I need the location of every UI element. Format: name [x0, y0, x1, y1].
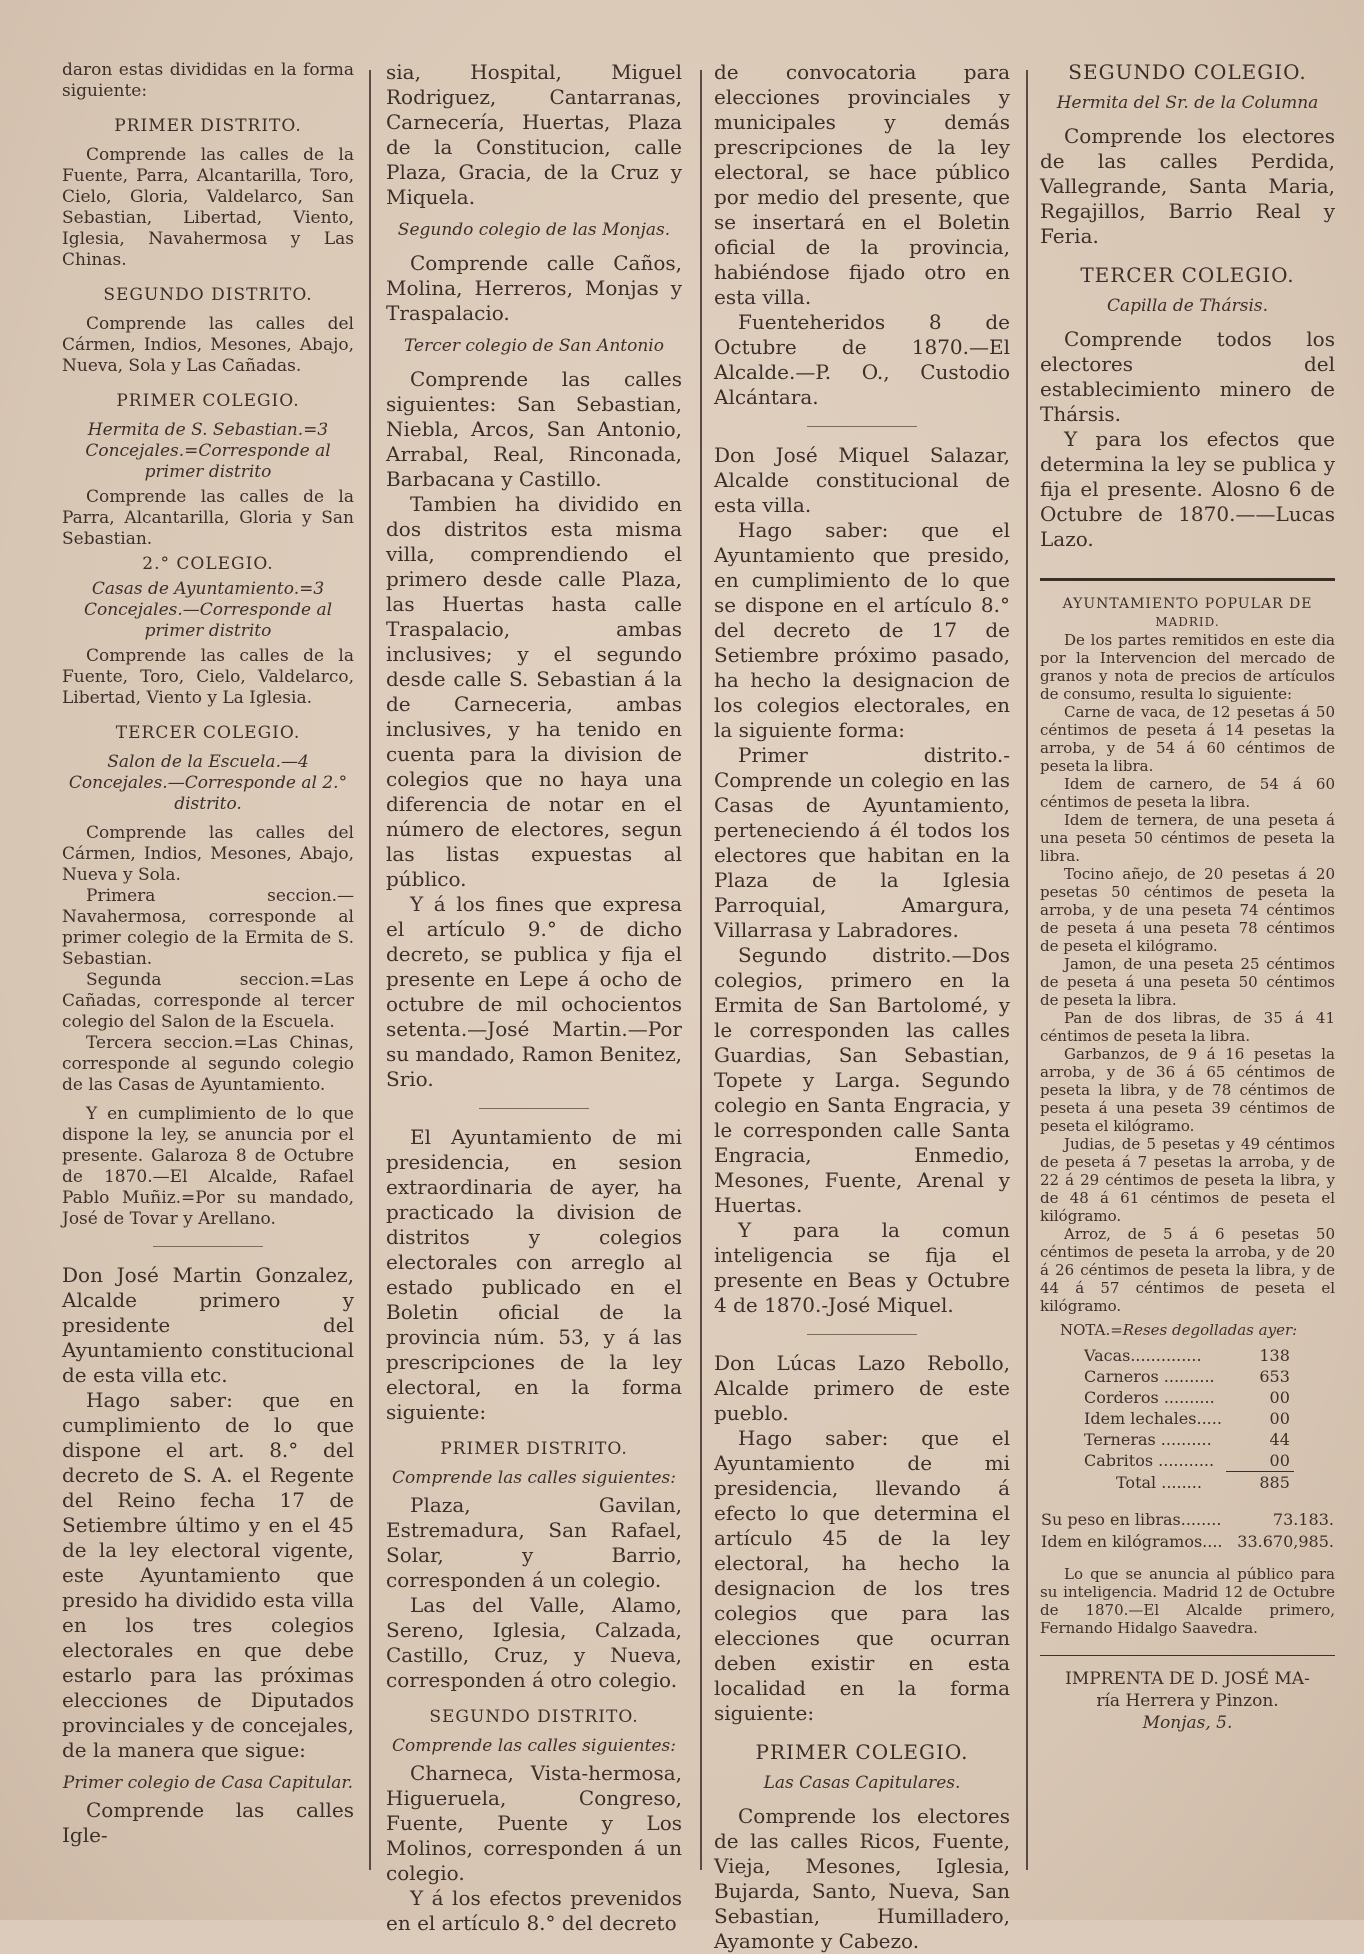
paragraph: Y á los fines que expresa el artículo 9.° de dicho decreto, se publica y fija el presente en Lepe á ocho de octubre de mil ochocientos setenta.—José Martin.—Por su mandado, Ramon Benitez, Srio.: [386, 892, 682, 1091]
column-3: [714, 60, 1010, 1953]
printer-address: Monjas, 5.: [1142, 1713, 1233, 1733]
italic-subheading: Comprende las calles siguientes:: [392, 1736, 676, 1756]
paragraph: Garbanzos, de 9 á 16 pesetas la arroba, y de 36 á 65 céntimos de peseta la libra, y de 78 céntimos de peseta á una peseta 39 céntimos de peseta el kilógramo.: [1040, 1045, 1335, 1135]
paragraph: Y para los efectos que determina la ley se publica y fija el presente. Alosno 6 de Octubre de 1870.——Lucas Lazo.: [1040, 427, 1335, 551]
paragraph: Comprende calle Caños, Molina, Herreros, Monjas y Traspalacio.: [386, 251, 682, 325]
paragraph: Fuenteheridos 8 de Octubre de 1870.—El Alcalde.—P. O., Custodio Alcántara.: [714, 310, 1010, 409]
paragraph: Charneca, Vista-hermosa, Higueruela, Congreso, Fuente, Puente y Los Molinos, corresponden á un colegio.: [386, 1761, 682, 1885]
weight-label: Idem en kilógramos....: [1041, 1532, 1223, 1551]
paragraph: sia, Hospital, Miguel Rodriguez, Cantarranas, Carnecería, Huertas, Plaza de la Constitucion, calle Plaza, Gracia, de la Cruz y Miquela.: [386, 60, 682, 209]
weight-row: [1040, 1509, 1335, 1531]
paragraph: Tercera seccion.=Las Chinas, corresponde al segundo colegio de las Casas de Ayuntamiento.: [62, 1033, 354, 1095]
column-rule: [1026, 70, 1028, 1870]
section-subheading: MADRID.: [1155, 615, 1220, 629]
nota-line: [1040, 1321, 1335, 1339]
paragraph: daron estas divididas en la forma siguiente:: [62, 60, 354, 101]
paragraph: Comprende las calles de la Fuente, Toro, Cielo, Valdelarco, Libertad, Viento y La Iglesia.: [62, 646, 354, 708]
italic-subheading: Segundo colegio de las Monjas.: [397, 220, 671, 240]
paragraph: Comprende los electores de las calles Ricos, Fuente, Vieja, Mesones, Iglesia, Bujarda, Santo, Nueva, San Sebastian, Humilladero, Ayamonte y Cabezo.: [714, 1804, 1010, 1953]
paragraph: Segunda seccion.=Las Cañadas, corresponde al tercer colegio del Salon de la Escuela.: [62, 970, 354, 1032]
reses-label: Carneros ..........: [1084, 1367, 1215, 1386]
italic-subheading: Capilla de Thársis.: [1106, 296, 1269, 316]
paragraph: Plaza, Gavilan, Estremadura, San Rafael, Solar, y Barrio, corresponden á un colegio.: [386, 1493, 682, 1592]
column-rule: [369, 70, 371, 1870]
reses-label: Terneras ..........: [1084, 1430, 1212, 1449]
italic-subheading: Primer colegio de Casa Capitular.: [62, 1773, 354, 1793]
italic-subheading: Tercer colegio de San Antonio: [404, 336, 664, 356]
section-heading: PRIMER COLEGIO.: [116, 391, 300, 411]
italic-subheading: Hermita de S. Sebastian.=3 Concejales.=Corresponde al primer distrito: [85, 420, 331, 482]
weight-value: 33.670,985.: [1237, 1532, 1334, 1551]
paragraph: Las del Valle, Alamo, Sereno, Iglesia, Calzada, Castillo, Cruz, y Nueva, corresponden á otro colegio.: [386, 1593, 682, 1692]
reses-row: [1080, 1345, 1294, 1366]
paragraph: Comprende las calles del Cármen, Indios, Mesones, Abajo, Nueva, Sola y Las Cañadas.: [62, 314, 354, 376]
total-row: [1080, 1472, 1294, 1494]
paragraph: Y en cumplimiento de lo que dispone la ley, se anuncia por el presente. Galaroza 8 de Octubre de 1870.—El Alcalde, Rafael Pablo Muñiz.=Por su mandado, José de Tovar y Arellano.: [62, 1104, 354, 1229]
column-4: [1040, 60, 1335, 1890]
paragraph: Hago saber: que el Ayuntamiento de mi presidencia, llevando á efecto lo que determina el artículo 45 de la ley electoral, ha hecho la designacion de los tres colegios que para las elecciones que ocurran deben existir en esta localidad en la forma siguiente:: [714, 1426, 1010, 1725]
paragraph: Arroz, de 5 á 6 pesetas 50 céntimos de peseta la arroba, y de 20 á 26 céntimos de peseta la libra, y de 44 á 57 céntimos de peseta el kilógramo.: [1040, 1225, 1335, 1315]
section-heading: PRIMER DISTRITO.: [440, 1439, 628, 1459]
italic-subheading: Comprende las calles siguientes:: [392, 1468, 676, 1488]
reses-row: [1080, 1387, 1294, 1408]
column-2: [386, 60, 682, 1935]
paragraph: Lo que se anuncia al público para su inteligencia. Madrid 12 de Octubre de 1870.—El Alcalde primero, Fernando Hidalgo Saavedra.: [1040, 1565, 1335, 1637]
separator: [153, 1246, 263, 1247]
paragraph: Don Lúcas Lazo Rebollo, Alcalde primero de este pueblo.: [714, 1351, 1010, 1425]
price-report: [1040, 631, 1335, 1315]
reses-table: [1080, 1345, 1294, 1493]
reses-value: 653: [1259, 1367, 1290, 1386]
column-rule: [700, 70, 702, 1870]
reses-label: Idem lechales.....: [1084, 1409, 1222, 1428]
separator: [1040, 578, 1335, 581]
paragraph: Segundo distrito.—Dos colegios, primero en la Ermita de San Bartolomé, y le corresponden las calles Guardias, San Sebastian, Topete y Larga. Segundo colegio en Santa Engracia, y le corresponden calle Santa Engracia, Enmedio, Mesones, Fuente, Arenal y Huertas.: [714, 943, 1010, 1217]
paragraph: Don José Miquel Salazar, Alcalde constitucional de esta villa.: [714, 443, 1010, 517]
paragraph: Comprende las calles siguientes: San Sebastian, Niebla, Arcos, San Antonio, Arrabal, Real, Rinconada, Barbacana y Castillo.: [386, 367, 682, 491]
separator: [479, 1108, 589, 1109]
weight-label: Su peso en libras........: [1041, 1510, 1222, 1529]
paragraph: Idem de ternera, de una peseta á una peseta 50 céntimos de peseta la libra.: [1040, 811, 1335, 865]
weight-table: [1040, 1509, 1335, 1553]
reses-row: [1080, 1366, 1294, 1387]
paragraph: Primer distrito.-Comprende un colegio en las Casas de Ayuntamiento, perteneciendo á él todos los electores que habitan en la Plaza de la Iglesia Parroquial, Amargura, Villarrasa y Labradores.: [714, 743, 1010, 942]
reses-value: 00: [1269, 1388, 1290, 1407]
reses-row: [1080, 1450, 1294, 1472]
weight-value: 73.183.: [1272, 1510, 1334, 1529]
paragraph: Tambien ha dividido en dos distritos esta misma villa, comprendiendo el primero desde calle Plaza, las Huertas hasta calle Traspalacio, ambas inclusives; y el segundo desde calle S. Sebastian á la de Carneceria, ambas inclusives, y ha tenido en cuenta para la division de colegios que no haya una diferencia de notar en el número de electores, segun las listas expuestas al público.: [386, 492, 682, 891]
paragraph: El Ayuntamiento de mi presidencia, en sesion extraordinaria de ayer, ha practicado la division de distritos y colegios electorales con arreglo al estado publicado en el Boletin oficial de la provincia núm. 53, y á las prescripciones de la ley electoral, en la forma siguiente:: [386, 1125, 682, 1424]
paragraph: Comprende las calles del Cármen, Indios, Mesones, Abajo, Nueva y Sola.: [62, 823, 354, 885]
paragraph: Y á los efectos prevenidos en el artículo 8.° del decreto: [386, 1886, 682, 1935]
reses-label: Corderos ..........: [1084, 1388, 1215, 1407]
reses-value: 138: [1259, 1346, 1290, 1365]
total-label: Total ........: [1116, 1472, 1202, 1492]
section-heading: SEGUNDO COLEGIO.: [1068, 60, 1307, 84]
reses-value: 00: [1269, 1451, 1290, 1470]
paragraph: Don José Martin Gonzalez, Alcalde primero y presidente del Ayuntamiento constitucional de esta villa etc.: [62, 1263, 354, 1387]
italic-subheading: Salon de la Escuela.—4 Concejales.—Corresponde al 2.° distrito.: [68, 752, 348, 814]
paragraph: Jamon, de una peseta 25 céntimos de peseta á una peseta 50 céntimos de peseta la libra.: [1040, 955, 1335, 1009]
paragraph: Hago saber: que el Ayuntamiento que presido, en cumplimiento de lo que se dispone en el artículo 8.° del decreto de 17 de Setiembre próximo pasado, ha hecho la designacion de los colegios electorales, en la siguiente forma:: [714, 518, 1010, 742]
reses-label: Vacas..............: [1084, 1346, 1202, 1365]
section-heading: SEGUNDO DISTRITO.: [429, 1707, 639, 1727]
paragraph: Judias, de 5 pesetas y 49 céntimos de peseta á 7 pesetas la arroba, y de 22 á 29 céntimos de peseta la libra, y de 48 á 61 céntimos de peseta el kilógramo.: [1040, 1135, 1335, 1225]
separator: [807, 426, 917, 427]
nota-label: NOTA.=: [1060, 1321, 1123, 1339]
section-heading: TERCER COLEGIO.: [1080, 263, 1295, 287]
paragraph: Idem de carnero, de 54 á 60 céntimos de peseta la libra.: [1040, 775, 1335, 811]
column-1: [62, 60, 354, 1890]
section-heading: AYUNTAMIENTO POPULAR DE: [1062, 596, 1313, 612]
separator: [807, 1334, 917, 1335]
total-value: 885: [1226, 1472, 1294, 1494]
paragraph: Comprende las calles Igle-: [62, 1798, 354, 1847]
paragraph: Y para la comun inteligencia se fija el presente en Beas y Octubre 4 de 1870.-José Miquel.: [714, 1218, 1010, 1317]
paragraph: Hago saber: que en cumplimiento de lo que dispone el art. 8.° del decreto de S. A. el Regente del Reino fecha 17 de Setiembre último y en el 45 de la ley electoral vigente, este Ayuntamiento que presido ha dividido esta villa en los tres colegios electorales en que debe estarlo para las próximas elecciones de Diputados provinciales y de concejales, de la manera que sigue:: [62, 1388, 354, 1762]
italic-subheading: Casas de Ayuntamiento.=3 Concejales.—Corresponde al primer distrito: [83, 579, 333, 641]
paragraph: de convocatoria para elecciones provinciales y municipales y demás prescripciones de la ley electoral, se hace público por medio del presente, que se insertará en el Boletin oficial de la provincia, habiéndose fijado otro en esta villa.: [714, 60, 1010, 309]
paragraph: Pan de dos libras, de 35 á 41 céntimos de peseta la libra.: [1040, 1009, 1335, 1045]
section-heading: SEGUNDO DISTRITO.: [103, 285, 313, 305]
printer-imprint: IMPRENTA DE D. JOSÉ MA-: [1065, 1669, 1310, 1689]
printer-imprint: ría Herrera y Pinzon.: [1096, 1691, 1279, 1711]
paragraph: Carne de vaca, de 12 pesetas á 50 céntimos de peseta á 14 pesetas la arroba, y de 54 á 60 céntimos de peseta la libra.: [1040, 703, 1335, 775]
paragraph: Primera seccion.—Navahermosa, corresponde al primer colegio de la Ermita de S. Sebastian.: [62, 886, 354, 969]
nota-text: Reses degolladas ayer:: [1122, 1321, 1298, 1339]
paragraph: Comprende todos los electores del establecimiento minero de Thársis.: [1040, 327, 1335, 426]
paragraph: Tocino añejo, de 20 pesetas á 20 pesetas 50 céntimos de peseta la arroba, y de una peseta 74 céntimos de peseta á una peseta 78 céntimos de peseta el kilógramo.: [1040, 865, 1335, 955]
section-heading: PRIMER COLEGIO.: [755, 1740, 969, 1764]
paragraph: Comprende los electores de las calles Perdida, Vallegrande, Santa Maria, Regajillos, Barrio Real y Feria.: [1040, 124, 1335, 248]
reses-row: [1080, 1429, 1294, 1450]
section-heading: 2.° COLEGIO.: [142, 554, 274, 574]
reses-label: Cabritos ...........: [1084, 1451, 1215, 1471]
italic-subheading: Hermita del Sr. de la Columna: [1056, 93, 1319, 113]
reses-row: [1080, 1408, 1294, 1429]
paragraph: De los partes remitidos en este dia por la Intervencion del mercado de granos y nota de precios de artículos de consumo, resulta lo siguiente:: [1040, 631, 1335, 703]
paragraph: Comprende las calles de la Fuente, Parra, Alcantarilla, Toro, Cielo, Gloria, Valdelarco, San Sebastian, Libertad, Viento, Iglesia, Navahermosa y Las Chinas.: [62, 145, 354, 270]
weight-row: [1040, 1531, 1335, 1553]
section-heading: PRIMER DISTRITO.: [114, 116, 302, 136]
paragraph: Comprende las calles de la Parra, Alcantarilla, Gloria y San Sebastian.: [62, 487, 354, 549]
separator: [1040, 1655, 1335, 1656]
reses-value: 44: [1269, 1430, 1290, 1449]
reses-value: 00: [1269, 1409, 1290, 1428]
section-heading: TERCER COLEGIO.: [115, 723, 301, 743]
italic-subheading: Las Casas Capitulares.: [763, 1773, 961, 1793]
